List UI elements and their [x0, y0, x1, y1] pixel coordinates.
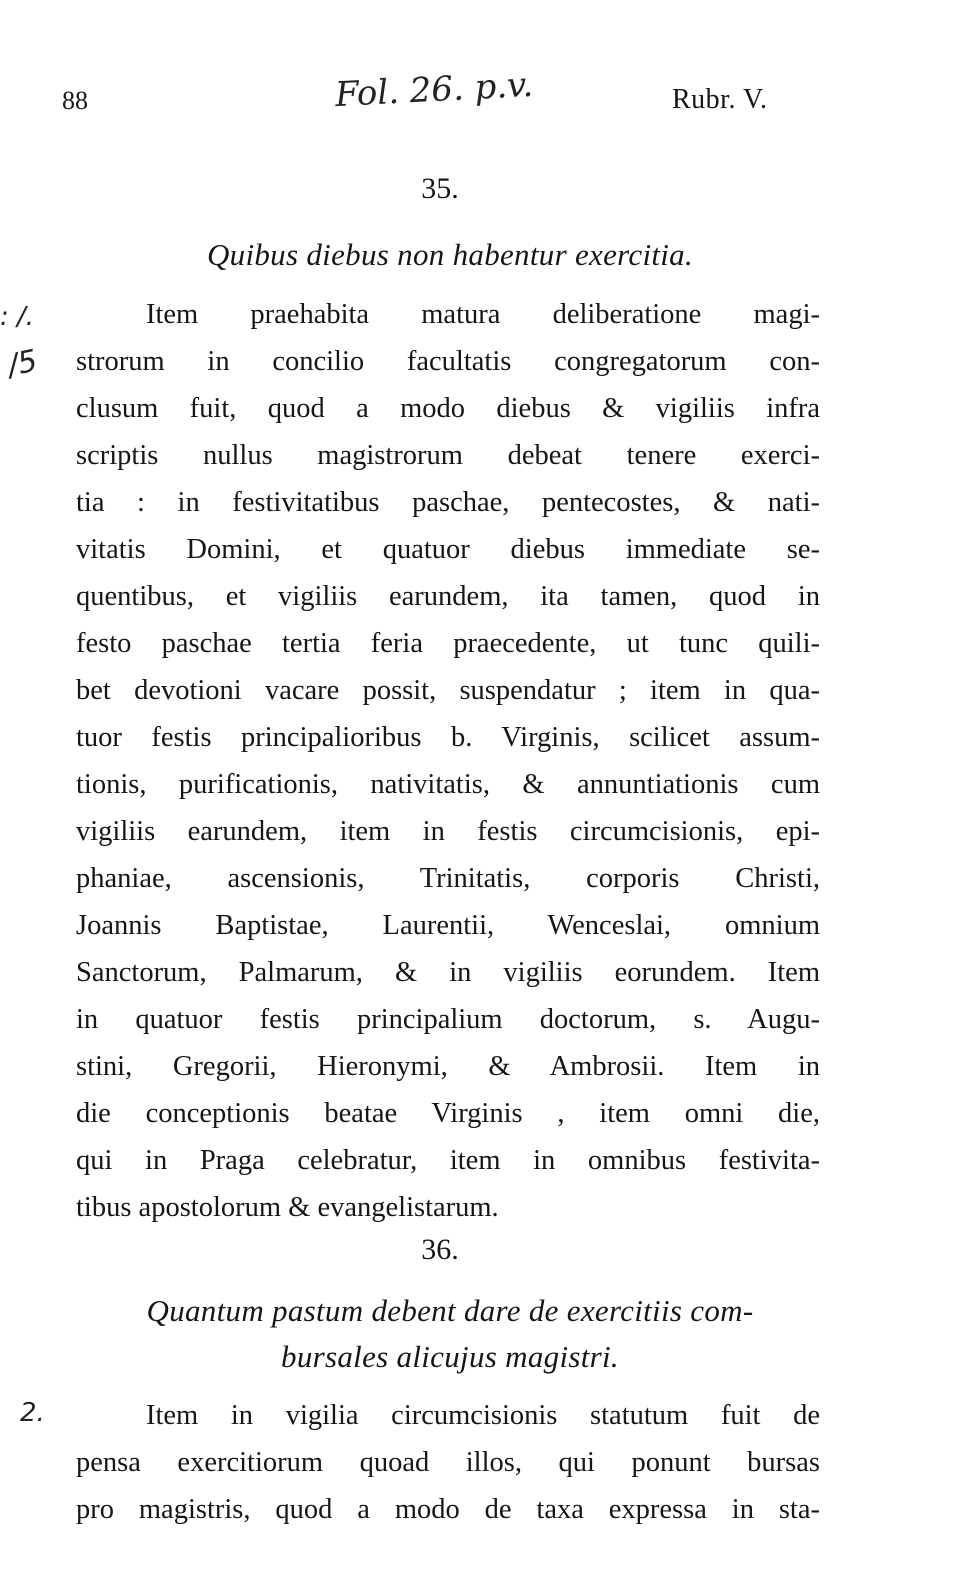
text-line: phaniae, ascensionis, Trinitatis, corporis Christi, — [76, 863, 820, 894]
text-line: scriptis nullus magistrorum debeat tenere exerci- — [76, 440, 820, 471]
text-line: Item praehabita matura deliberatione magi- — [146, 299, 820, 330]
text-line: clusum fuit, quod a modo diebus & vigiliis infra — [76, 393, 820, 424]
margin-mark-1: : /. — [0, 302, 35, 332]
text-line: tibus apostolorum & evangelistarum. — [76, 1192, 499, 1223]
margin-mark-3: 2. — [20, 1398, 45, 1428]
text-line: quentibus, et vigiliis earundem, ita tamen, quod in — [76, 581, 820, 612]
text-line: strorum in concilio facultatis congregatorum con- — [76, 346, 820, 377]
text-line: stini, Gregorii, Hieronymi, & Ambrosii. Item in — [76, 1051, 820, 1082]
text-line: vigiliis earundem, item in festis circumcisionis, epi- — [76, 816, 820, 847]
section-number-36: 36. — [421, 1233, 459, 1266]
text-line: qui in Praga celebratur, item in omnibus festivita- — [76, 1145, 820, 1176]
text-line: Joannis Baptistae, Laurentii, Wenceslai, omnium — [76, 910, 820, 941]
text-line: tia : in festivitatibus paschae, pentecostes, & nati- — [76, 487, 820, 518]
running-head: Rubr. V. — [672, 84, 768, 115]
text-line: festo paschae tertia feria praecedente, ut tunc quili- — [76, 628, 820, 659]
text-line: tuor festis principalioribus b. Virginis, scilicet assum- — [76, 722, 820, 753]
text-line: die conceptionis beatae Virginis , item omni die, — [76, 1098, 820, 1129]
text-line: vitatis Domini, et quatuor diebus immediate se- — [76, 534, 820, 565]
text-line: Item in vigilia circumcisionis statutum fuit de — [146, 1400, 820, 1431]
text-line: pro magistris, quod a modo de taxa expressa in sta- — [76, 1494, 820, 1525]
text-line: bet devotioni vacare possit, suspendatur ; item in qua- — [76, 675, 820, 706]
text-line: pensa exercitiorum quoad illos, qui ponunt bursas — [76, 1447, 820, 1478]
section-number-35: 35. — [421, 172, 459, 205]
text-line: tionis, purificationis, nativitatis, & annuntiationis cum — [76, 769, 820, 800]
section-heading-36-line-1: Quantum pastum debent dare de exercitiis com- — [146, 1293, 754, 1328]
text-line: Sanctorum, Palmarum, & in vigiliis eorundem. Item — [76, 957, 820, 988]
text-line: in quatuor festis principalium doctorum, s. Augu- — [76, 1004, 820, 1035]
section-heading-35: Quibus diebus non habentur exercitia. — [206, 237, 694, 272]
page-number: 88 — [62, 86, 88, 115]
margin-mark-2: /5 — [4, 343, 41, 384]
handwritten-folio-note: Fol. 26. p.v. — [334, 64, 535, 116]
section-heading-36-line-2: bursales alicujus magistri. — [281, 1339, 619, 1374]
